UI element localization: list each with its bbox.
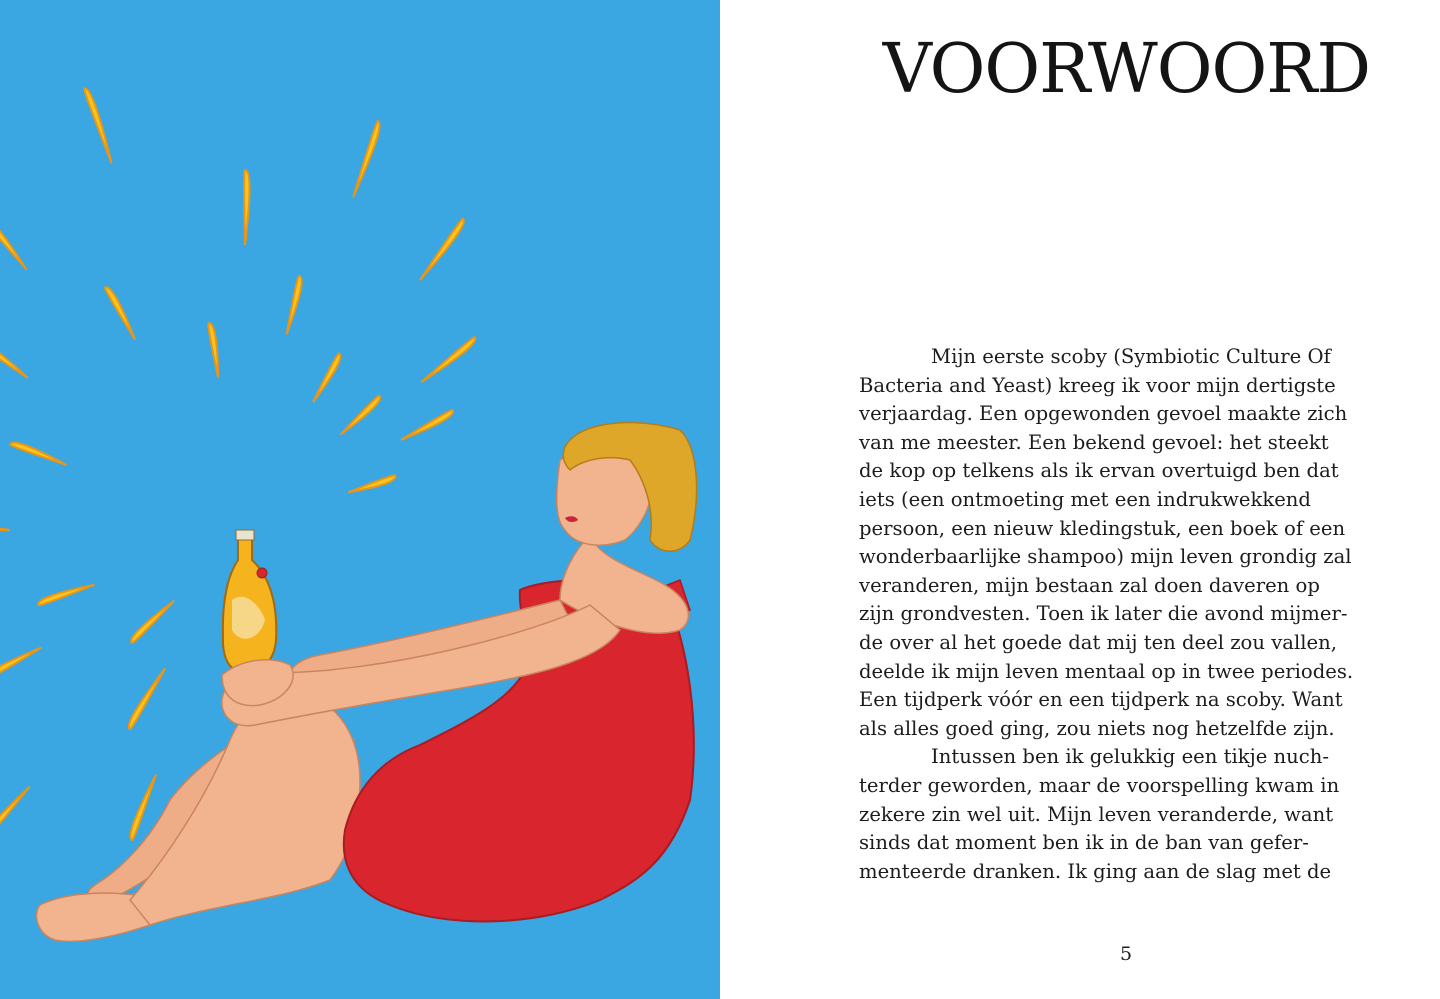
body-line: wonderbaarlijke shampoo) mijn leven grondig zal [859, 545, 1352, 569]
body-text [859, 343, 1379, 886]
body-line: sinds dat moment ben ik in de ban van gefer- [859, 831, 1309, 855]
body-line: zijn grondvesten. Toen ik later die avond mijmer- [859, 602, 1348, 626]
body-line: terder geworden, maar de voorspelling kwam in [859, 773, 1340, 797]
body-line: veranderen, mijn bestaan zal doen daveren op [859, 573, 1320, 597]
body-line: Mijn eerste scoby (Symbiotic Culture Of [931, 345, 1331, 368]
body-line: van me meester. Een bekend gevoel: het steekt [859, 430, 1329, 454]
body-line: Een tijdperk vóór en een tijdperk na scoby. Want [859, 688, 1343, 712]
body-line: deelde ik mijn leven mentaal op in twee periodes. [859, 659, 1354, 683]
body-line: menteerde dranken. Ik ging aan de slag met de [859, 859, 1332, 883]
body-line: persoon, een nieuw kledingstuk, een boek of een [859, 516, 1346, 540]
body-line: zekere zin wel uit. Mijn leven veranderde, want [859, 802, 1334, 826]
body-line: iets (een ontmoeting met een indrukwekkend [859, 487, 1311, 511]
body-line: de over al het goede dat mij ten deel zou vallen, [859, 630, 1337, 654]
body-line: de kop op telkens als ik ervan overtuigd ben dat [859, 459, 1339, 483]
body-line: Intussen ben ik gelukkig een tikje nuch- [931, 745, 1329, 769]
text-page [720, 0, 1440, 999]
page-number: 5 [1120, 943, 1133, 965]
body-line: Bacteria and Yeast) kreeg ik voor mijn dertigste [859, 373, 1336, 397]
chapter-title: VOORWOORD [882, 30, 1370, 109]
body-line: verjaardag. Een opgewonden gevoel maakte zich [859, 402, 1348, 426]
body-line: als alles goed ging, zou niets nog hetzelfde zijn. [859, 716, 1335, 740]
